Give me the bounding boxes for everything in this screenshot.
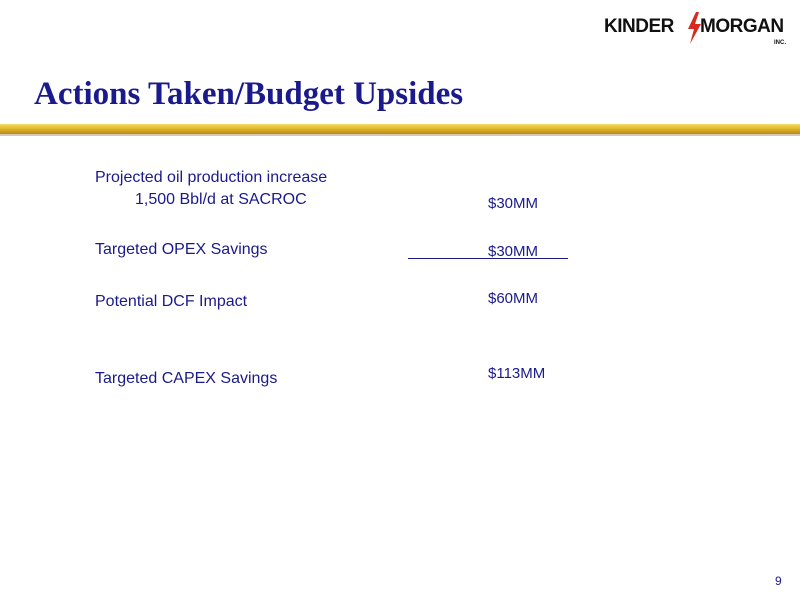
- oil-production-label: Projected oil production increase: [95, 169, 328, 186]
- capex-savings-label: Targeted CAPEX Savings: [95, 370, 278, 387]
- title-divider-bar: [0, 124, 800, 134]
- opex-savings-value: $30MM: [488, 243, 539, 260]
- capex-savings-value: $113MM: [488, 365, 546, 382]
- dcf-impact-label: Potential DCF Impact: [95, 293, 248, 310]
- opex-savings-label: Targeted OPEX Savings: [95, 241, 268, 258]
- dcf-impact-value: $60MM: [488, 290, 539, 307]
- logo-inc: INC.: [774, 40, 786, 46]
- kinder-morgan-logo: [604, 12, 794, 46]
- page-number: 9: [775, 574, 782, 588]
- oil-production-value: $30MM: [488, 195, 539, 212]
- title-divider-shadow: [0, 134, 800, 136]
- logo-word-morgan: MORGAN: [700, 16, 784, 37]
- oil-production-sublabel: 1,500 Bbl/d at SACROC: [135, 191, 307, 208]
- slide-title: Actions Taken/Budget Upsides: [34, 76, 464, 112]
- logo-word-kinder: KINDER: [604, 16, 674, 37]
- sum-underline: [408, 258, 568, 259]
